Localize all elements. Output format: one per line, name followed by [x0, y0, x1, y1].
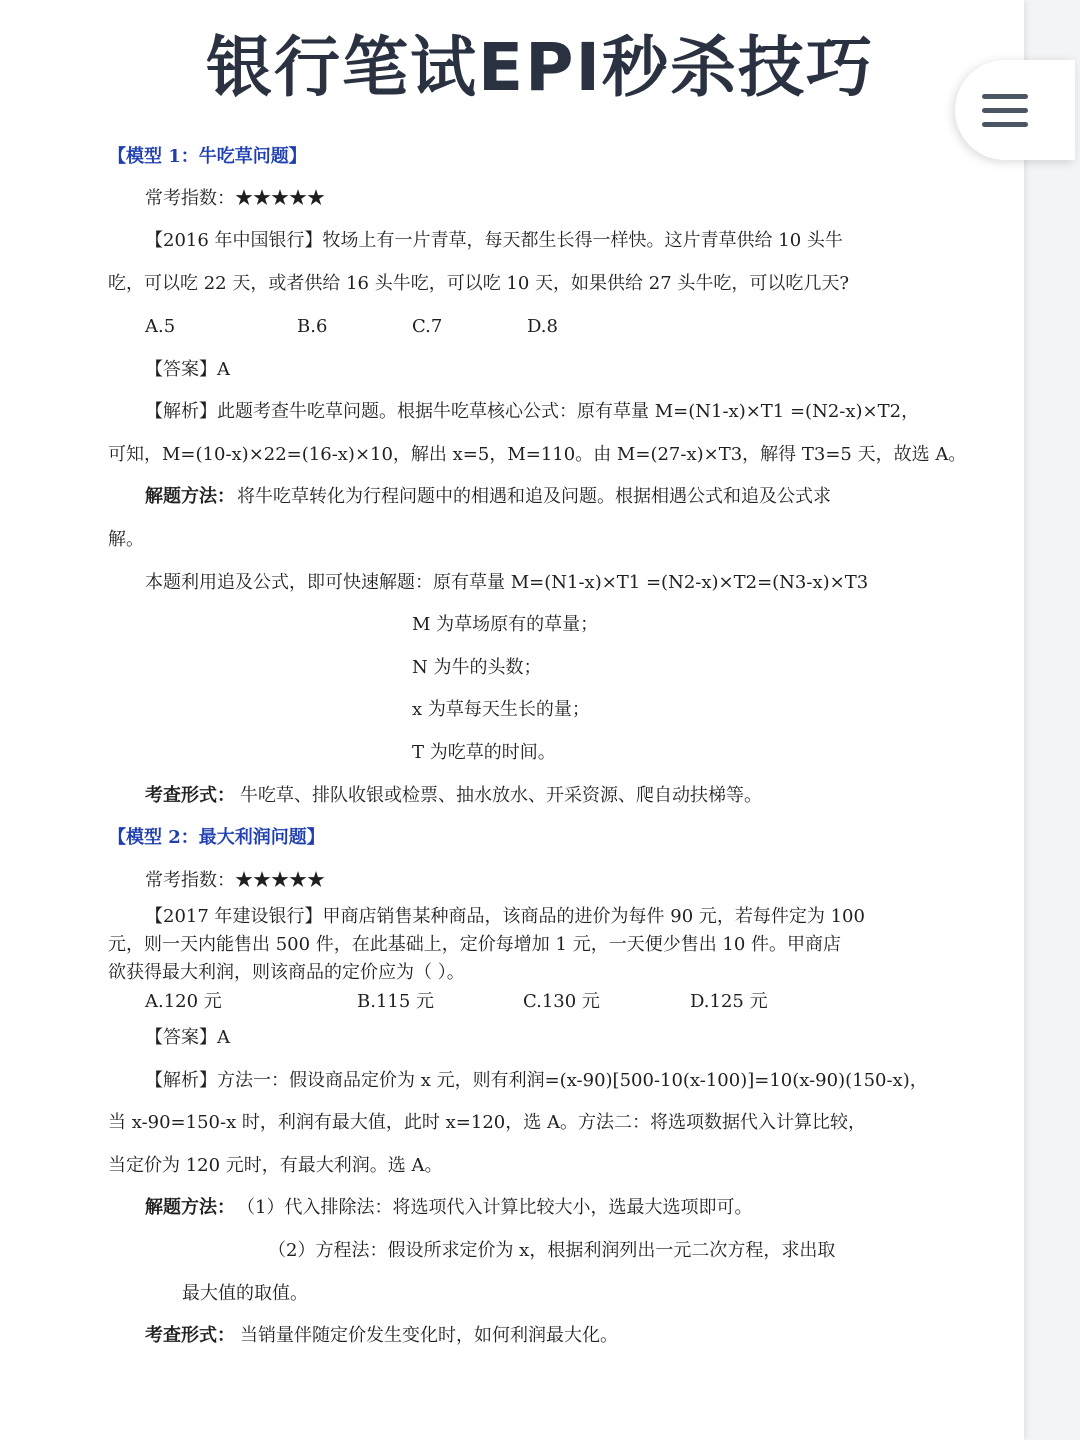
text-line-l2: 【2016 年中国银行】牧场上有一片青草，每天都生长得一样快。这片青草供给 10 头牛: [145, 230, 843, 251]
text-line-h1: 【模型 1：牛吃草问题】: [108, 146, 307, 167]
text-line-m2: 【2017 年建设银行】甲商店销售某种商品，该商品的进价为每件 90 元，若每件定为 100: [145, 906, 865, 927]
text-line-l5: 【解析】此题考查牛吃草问题。根据牛吃草核心公式：原有草量 M=(N1-x)×T1 =(N2-x)×T2，: [145, 401, 920, 422]
text-line-m4: 欲获得最大利润，则该商品的定价应为（ ）。: [108, 962, 465, 983]
text-line-m12b: 当销量伴随定价发生变化时，如何利润最大化。: [240, 1325, 618, 1346]
text-line-m7: 当 x-90=150-x 时，利润有最大值，此时 x=120，选 A。方法二：将选项数据代入计算比较，: [108, 1112, 866, 1133]
text-line-l13: T 为吃草的时间。: [412, 742, 556, 763]
text-line-p1: A.120 元: [145, 991, 222, 1012]
text-line-m3: 元，则一天内能售出 500 件，在此基础上，定价每增加 1 元，一天便少售出 10 件。甲商店: [108, 934, 842, 955]
text-line-m8: 当定价为 120 元时，有最大利润。选 A。: [108, 1155, 443, 1176]
text-line-o4: D.8: [527, 316, 558, 337]
text-line-m10: （2）方程法：假设所求定价为 x，根据利润列出一元二次方程，求出取: [268, 1240, 836, 1261]
text-line-l11: N 为牛的头数；: [412, 657, 542, 678]
text-line-l10: M 为草场原有的草量；: [412, 614, 599, 635]
text-line-l8: 解。: [108, 529, 144, 550]
text-line-l14b: 牛吃草、排队收银或检票、抽水放水、开采资源、爬自动扶梯等。: [240, 785, 762, 806]
text-line-m12a: 考查形式：: [145, 1325, 235, 1346]
text-line-p2: B.115 元: [357, 991, 435, 1012]
text-line-m6: 【解析】方法一：假设商品定价为 x 元，则有利润=(x-90)[500-10(x-100)]=10(x-90)(150-x)，: [145, 1070, 928, 1091]
text-line-m9a: 解题方法：: [145, 1197, 235, 1218]
page-title: 银行笔试EPI秒杀技巧: [205, 29, 874, 106]
text-line-l4: 【答案】A: [145, 359, 230, 380]
text-line-l1: 常考指数：★★★★★: [145, 188, 325, 209]
text-line-l7a: 解题方法：: [145, 486, 235, 507]
text-line-m11: 最大值的取值。: [182, 1283, 308, 1304]
text-line-l14a: 考查形式：: [145, 785, 235, 806]
text-line-o3: C.7: [412, 316, 443, 337]
text-line-o2: B.6: [297, 316, 328, 337]
text-line-m1: 常考指数：★★★★★: [145, 870, 325, 891]
text-line-l3: 吃，可以吃 22 天，或者供给 16 头牛吃，可以吃 10 天，如果供给 27 头牛吃，可以吃几天?: [108, 273, 850, 294]
text-line-l12: x 为草每天生长的量；: [412, 699, 590, 720]
text-line-l7b: 将牛吃草转化为行程问题中的相遇和追及问题。根据相遇公式和追及公式求: [237, 486, 831, 507]
text-line-m5: 【答案】A: [145, 1027, 230, 1048]
text-line-m9b: （1）代入排除法：将选项代入计算比较大小，选最大选项即可。: [237, 1197, 753, 1218]
text-line-o1: A.5: [145, 316, 176, 337]
text-line-h2: 【模型 2：最大利润问题】: [108, 827, 325, 848]
text-line-p4: D.125 元: [690, 991, 768, 1012]
text-line-l6: 可知，M=(10-x)×22=(16-x)×10，解出 x=5，M=110。由 M=(27-x)×T3，解得 T3=5 天，故选 A。: [108, 444, 967, 465]
text-line-l9: 本题利用追及公式，即可快速解题：原有草量 M=(N1-x)×T1 =(N2-x)×T2=(N3-x)×T3: [145, 572, 869, 593]
text-line-p3: C.130 元: [523, 991, 600, 1012]
